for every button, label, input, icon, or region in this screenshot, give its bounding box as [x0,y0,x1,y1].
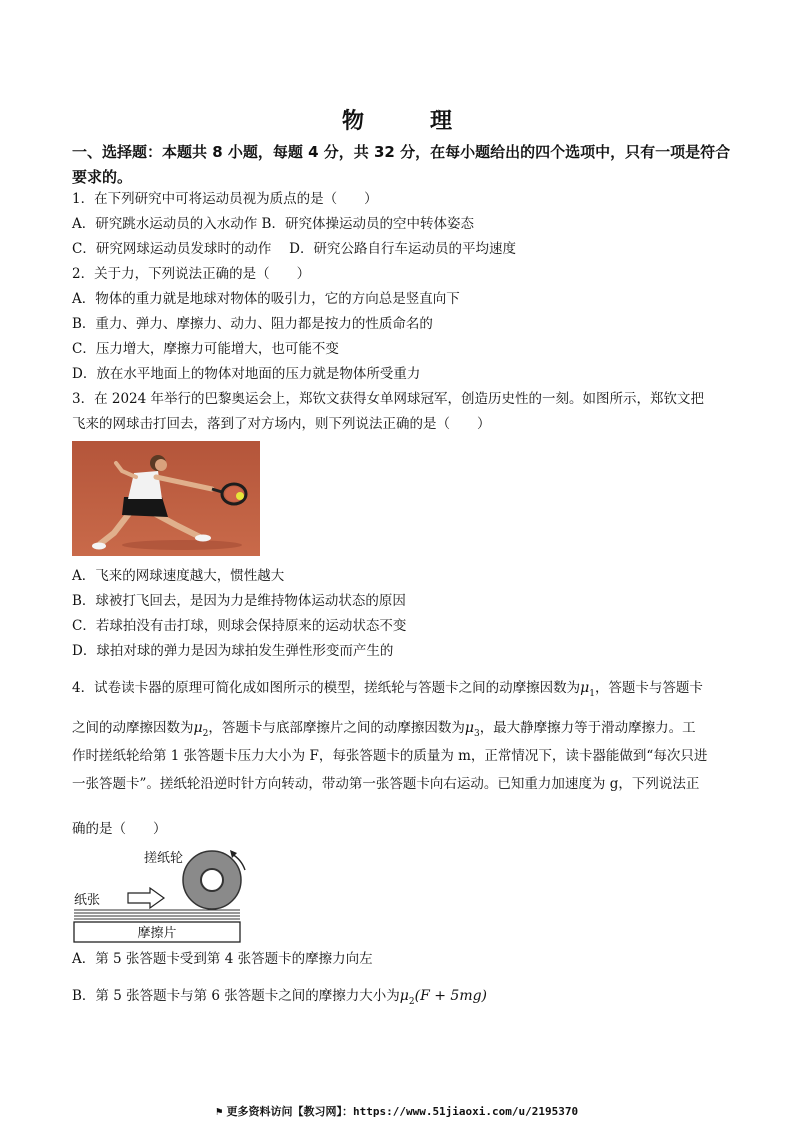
tennis-player-photo [72,441,260,556]
q4-stem-line3: 作时搓纸轮给第 1 张答题卡压力大小为 F，每张答题卡的质量为 m，正常情况下，读卡器能做到“每次只进 [72,748,708,764]
mu1-symbol: $\mu_1$ [580,680,595,699]
formula: (F + 5mg) [414,988,488,1004]
q1-options-ab: A．研究跳水运动员的入水动作 B．研究体操运动员的空中转体姿态 [72,216,474,232]
q3-option-b: B．球被打飞回去，是因为力是维持物体运动状态的原因 [72,593,406,609]
q3-stem-line2: 飞来的网球击打回去，落到了对方场内，则下列说法正确的是（ ） [72,416,491,432]
q4-stem-line2: 之间的动摩擦因数为$\mu_2$，答题卡与底部摩擦片之间的动摩擦因数为$\mu_3$，最大静摩擦力等于滑动摩擦力。工 [72,720,696,739]
q4-stem-line1: 4．试卷读卡器的原理可简化成如图所示的模型，搓纸轮与答题卡之间的动摩擦因数为$\mu_1$，答题卡与答题卡 [72,680,703,699]
q3-stem-line1: 3．在 2024 年举行的巴黎奥运会上，郑钦文获得女单网球冠军，创造历史性的一刻。如图所示，郑钦文把 [72,391,705,407]
q2-option-c: C．压力增大，摩擦力可能增大，也可能不变 [72,341,339,357]
q4-option-b: B．第 5 张答题卡与第 6 张答题卡之间的摩擦力大小为$\mu_2(F + 5mg)$ [72,988,488,1007]
q2-option-a: A．物体的重力就是地球对物体的吸引力，它的方向总是竖直向下 [72,291,460,307]
q3-option-a: A．飞来的网球速度越大，惯性越大 [72,568,285,584]
mu2-symbol: $\mu_2$ [399,988,415,1007]
mu3-symbol: $\mu_3$ [464,720,480,739]
mu2-symbol: $\mu_2$ [193,720,209,739]
q2-stem: 2．关于力，下列说法正确的是（ ） [72,266,311,282]
flag-icon: ⚑ [215,1105,223,1118]
paper-label: 纸张 [74,893,101,908]
section-heading: 一、选择题：本题共 8 小题，每题 4 分，共 32 分，在每小题给出的四个选项中，只有一项是符合要求的。 [72,143,731,186]
q3-option-d: D．球拍对球的弹力是因为球拍发生弹性形变而产生的 [72,643,394,659]
page-title: 物 理 [341,109,474,134]
q2-option-d: D．放在水平地面上的物体对地面的压力就是物体所受重力 [72,366,421,382]
q4-stem-line4: 一张答题卡”。搓纸轮沿逆时针方向转动，带动第一张答题卡向右运动。已知重力加速度为 g，下列说法正 [72,776,700,792]
pad-label: 摩擦片 [137,926,177,941]
footer-link[interactable]: 更多资料访问【教习网】：https://www.51jiaoxi.com/u/2195370 [226,1105,579,1118]
q2-option-b: B．重力、弹力、摩擦力、动力、阻力都是按力的性质命名的 [72,316,433,332]
card-reader-diagram [72,840,252,945]
roller-label: 搓纸轮 [144,851,184,866]
q3-option-c: C．若球拍没有击打球，则球会保持原来的运动状态不变 [72,618,407,634]
q1-options-cd: C．研究网球运动员发球时的动作 D．研究公路自行车运动员的平均速度 [72,241,516,257]
q4-option-a: A．第 5 张答题卡受到第 4 张答题卡的摩擦力向左 [72,951,373,967]
q1-stem: 1．在下列研究中可将运动员视为质点的是（ ） [72,191,378,207]
footer [0,1103,794,1119]
q4-stem-line5: 确的是（ ） [72,821,167,837]
